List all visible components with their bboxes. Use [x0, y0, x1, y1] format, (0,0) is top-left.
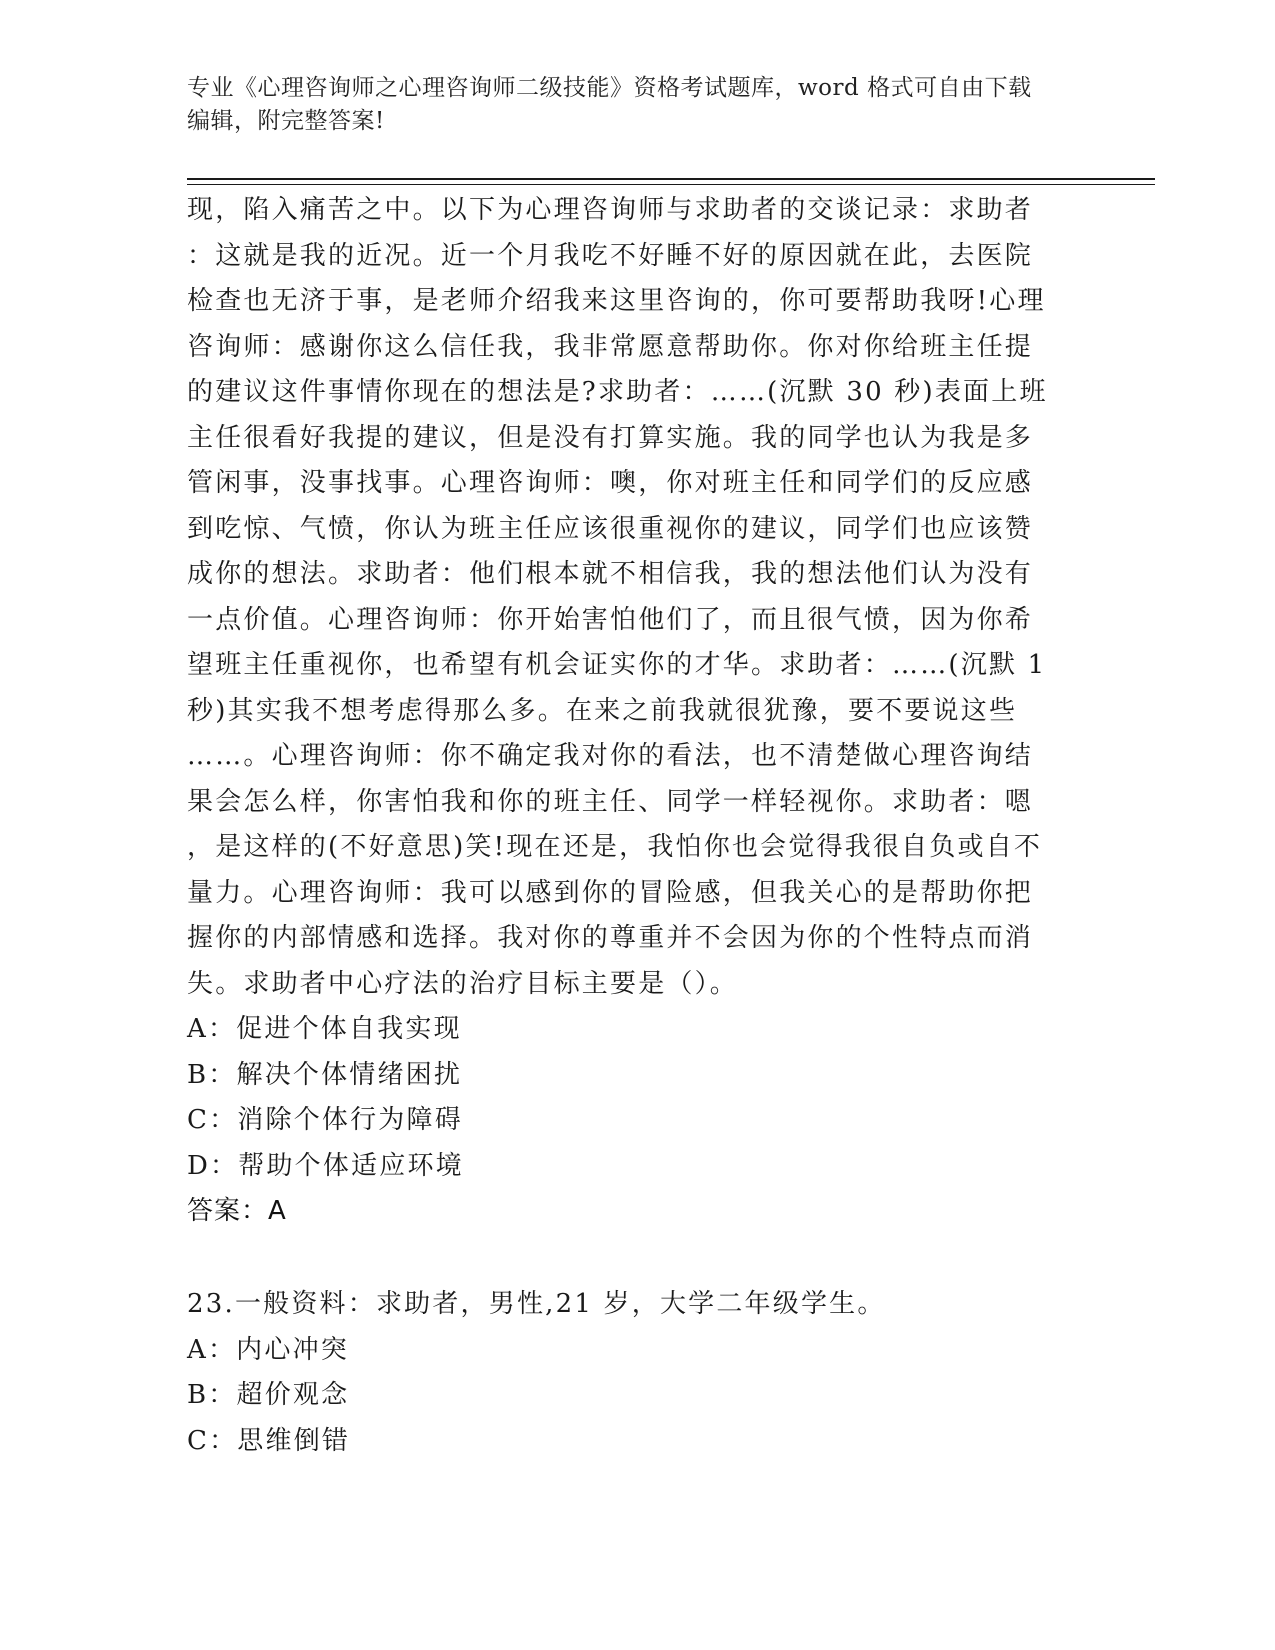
header-rule-thin: [187, 184, 1155, 185]
option-a: A：促进个体自我实现: [187, 1014, 462, 1044]
header-line-1: 专业《心理咨询师之心理咨询师二级技能》资格考试题库，word 格式可自由下载: [187, 75, 1032, 101]
passage-line: 成你的想法。求助者：他们根本就不相信我，我的想法他们认为没有: [187, 559, 1034, 589]
passage-line: 失。求助者中心疗法的治疗目标主要是（）。: [187, 968, 739, 999]
option-b: B：解决个体情绪困扰: [187, 1059, 463, 1090]
passage-line: 到吃惊、气愤，你认为班主任应该很重视你的建议，同学们也应该赞: [187, 513, 1034, 544]
q23-option-c: C：思维倒错: [187, 1425, 351, 1456]
passage-line: ，是这样的(不好意思)笑!现在还是，我怕你也会觉得我很自负或自不: [187, 832, 1043, 862]
q23-option-b: B：超价观念: [187, 1380, 350, 1410]
passage-line: 主任很看好我提的建议，但是没有打算实施。我的同学也认为我是多: [187, 422, 1034, 453]
passage-line: ：这就是我的近况。近一个月我吃不好睡不好的原因就在此，去医院: [187, 240, 1034, 271]
passage-line: 果会怎么样，你害怕我和你的班主任、同学一样轻视你。求助者：嗯: [187, 786, 1034, 817]
question-23-stem: 23.一般资料：求助者，男性,21 岁，大学二年级学生。: [187, 1289, 886, 1319]
passage-line: 望班主任重视你，也希望有机会证实你的才华。求助者：……(沉默 1: [187, 650, 1047, 680]
header-rule-thick: [187, 178, 1155, 180]
passage-line: 的建议这件事情你现在的想法是?求助者：……(沉默 30 秒)表面上班: [187, 377, 1048, 407]
option-c: C：消除个体行为障碍: [187, 1105, 463, 1135]
passage-line: 一点价值。心理咨询师：你开始害怕他们了，而且很气愤，因为你希: [187, 604, 1034, 635]
passage-line: 秒)其实我不想考虑得那么多。在来之前我就很犹豫，要不要说这些: [187, 695, 1018, 726]
question-23: [187, 1282, 1087, 1464]
passage-line: 管闲事，没事找事。心理咨询师：噢，你对班主任和同学们的反应感: [187, 468, 1034, 498]
passage-line: 检查也无济于事，是老师介绍我来这里咨询的，你可要帮助我呀!心理: [187, 286, 1046, 316]
header-line-2: 编辑，附完整答案!: [187, 108, 385, 134]
question-passage: [187, 188, 1087, 1235]
document-header: [187, 72, 1087, 138]
passage-line: 握你的内部情感和选择。我对你的尊重并不会因为你的个性特点而消: [187, 923, 1034, 953]
q23-option-a: A：内心冲突: [187, 1334, 349, 1365]
passage-line: 现，陷入痛苦之中。以下为心理咨询师与求助者的交谈记录：求助者: [187, 195, 1034, 225]
passage-line: ……。心理咨询师：你不确定我对你的看法，也不清楚做心理咨询结: [187, 741, 1034, 771]
passage-line: 咨询师：感谢你这么信任我，我非常愿意帮助你。你对你给班主任提: [187, 331, 1034, 362]
passage-line: 量力。心理咨询师：我可以感到你的冒险感，但我关心的是帮助你把: [187, 877, 1034, 908]
option-d: D：帮助个体适应环境: [187, 1150, 464, 1181]
answer-line: 答案：A: [187, 1196, 287, 1226]
